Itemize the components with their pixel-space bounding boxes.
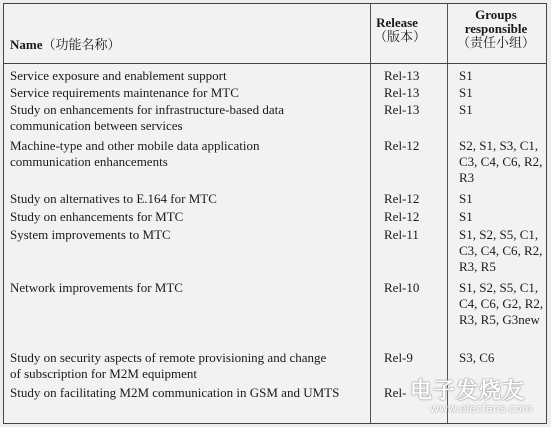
row-6-groups: S1 bbox=[459, 209, 473, 224]
row-6-name: Study on enhancements for MTC bbox=[10, 209, 184, 224]
row-7-release: Rel-11 bbox=[384, 227, 419, 242]
header-release bbox=[374, 15, 427, 44]
elecfans-watermark bbox=[410, 374, 540, 420]
row-3-release: Rel-13 bbox=[384, 102, 420, 117]
column-divider-release bbox=[370, 4, 371, 423]
header-name-en: Name bbox=[10, 37, 43, 52]
row-5-release: Rel-12 bbox=[384, 191, 420, 206]
header-groups-cn: （责任小组） bbox=[456, 35, 535, 50]
row-7-name: System improvements to MTC bbox=[10, 227, 171, 242]
row-6-release: Rel-12 bbox=[384, 209, 420, 224]
row-4-release: Rel-12 bbox=[384, 138, 420, 153]
row-7-groups: S1, S2, S5, C1, C3, C4, C6, R2, R3, R5 bbox=[459, 227, 543, 274]
row-4-name: Machine-type and other mobile data application communication enhancements bbox=[10, 138, 260, 169]
row-2-release: Rel-13 bbox=[384, 85, 420, 100]
header-name-cn: （功能名称） bbox=[42, 37, 121, 52]
row-10-release: Rel- bbox=[384, 385, 407, 400]
header-release-cn: （版本） bbox=[374, 29, 427, 44]
row-1-name: Service exposure and enablement support bbox=[10, 68, 227, 83]
row-1-release: Rel-13 bbox=[384, 68, 420, 83]
header-groups-en: Groups responsible bbox=[464, 7, 528, 36]
elecfans-logo: 电子发烧友 bbox=[410, 379, 526, 404]
row-10-name: Study on facilitating M2M communication in GSM and UMTS bbox=[10, 385, 340, 400]
row-9-name: Study on security aspects of remote provisioning and change of subscription for M2M equipment bbox=[10, 350, 327, 381]
elecfans-url: www.elecfans.com bbox=[430, 402, 533, 415]
header-release-en: Release bbox=[376, 15, 418, 30]
column-divider-groups bbox=[447, 4, 448, 423]
row-2-groups: S1 bbox=[459, 85, 473, 100]
row-3-groups: S1 bbox=[459, 102, 473, 117]
header-groups bbox=[447, 8, 545, 50]
mtc-feature-table bbox=[3, 3, 547, 424]
header-name bbox=[10, 37, 121, 53]
row-9-release: Rel-9 bbox=[384, 350, 413, 365]
header-divider bbox=[4, 63, 546, 64]
row-8-release: Rel-10 bbox=[384, 280, 420, 295]
row-9-groups: S3, C6 bbox=[459, 350, 495, 365]
row-3-name: Study on enhancements for infrastructure-based data communication between services bbox=[10, 102, 284, 133]
row-5-name: Study on alternatives to E.164 for MTC bbox=[10, 191, 217, 206]
row-8-groups: S1, S2, S5, C1, C4, C6, G2, R2, R3, R5, G3new bbox=[459, 280, 544, 327]
row-1-groups: S1 bbox=[459, 68, 473, 83]
row-4-groups: S2, S1, S3, C1, C3, C4, C6, R2, R3 bbox=[459, 138, 543, 185]
row-2-name: Service requirements maintenance for MTC bbox=[10, 85, 239, 100]
row-5-groups: S1 bbox=[459, 191, 473, 206]
row-8-name: Network improvements for MTC bbox=[10, 280, 183, 295]
